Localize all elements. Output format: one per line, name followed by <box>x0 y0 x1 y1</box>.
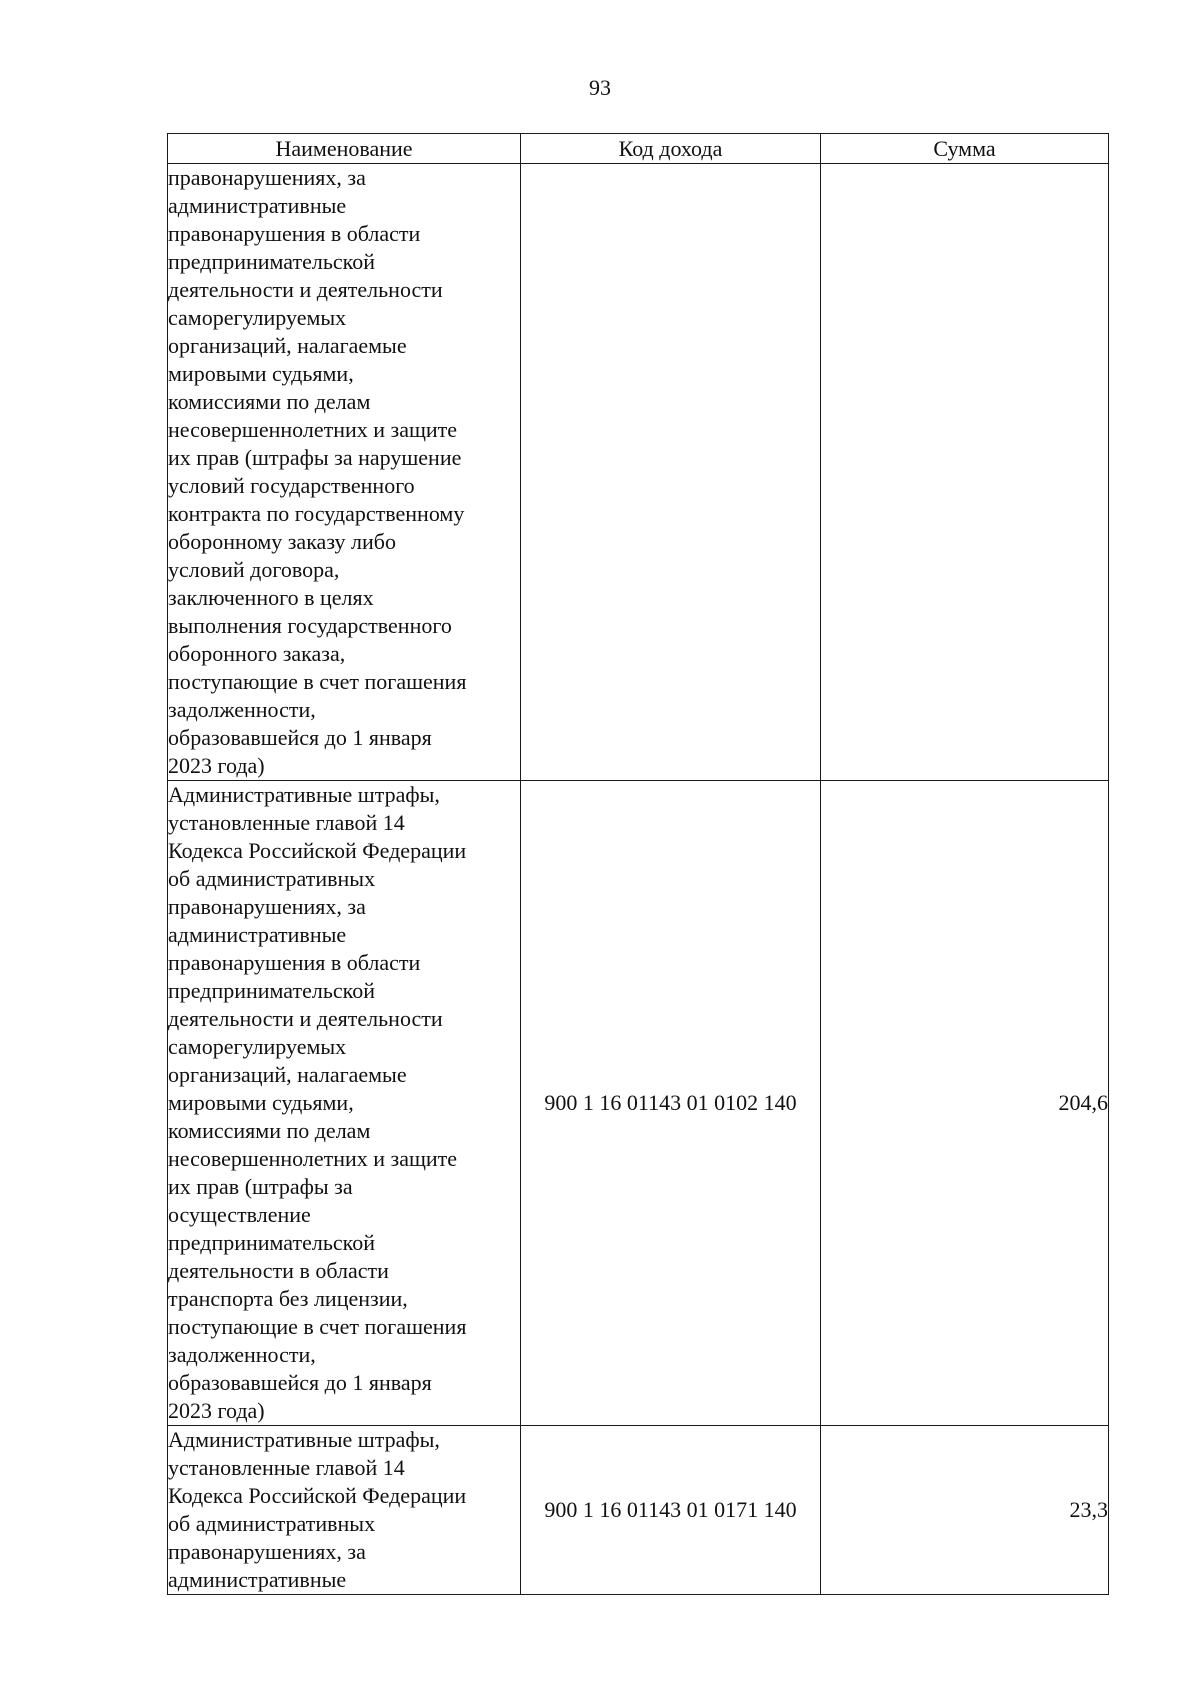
income-name-line: образовавшейся до 1 января <box>168 1370 432 1395</box>
income-name-line: образовавшейся до 1 января <box>168 725 432 750</box>
page-number: 93 <box>589 75 611 100</box>
header-name: Наименование <box>168 134 521 164</box>
income-name-line: предпринимательской <box>168 978 376 1003</box>
income-code-cell <box>521 164 821 781</box>
income-name-line: административные <box>168 1567 347 1592</box>
income-name-cell <box>168 1426 521 1595</box>
income-name-line: Административные штрафы, <box>168 782 440 807</box>
income-name-line: контракта по государственному <box>168 501 465 526</box>
income-name-line: условий государственного <box>168 473 415 498</box>
table-row <box>168 781 1109 1426</box>
table-header-row <box>168 134 1109 164</box>
income-name-line: правонарушения в области <box>168 221 421 246</box>
income-name-line: правонарушениях, за <box>168 1539 366 1564</box>
income-name-line: саморегулируемых <box>168 305 347 330</box>
income-name-line: заключенного в целях <box>168 585 374 610</box>
income-name-line: оборонному заказу либо <box>168 529 396 554</box>
income-name-cell <box>168 164 521 781</box>
income-name-line: предпринимательской <box>168 1230 376 1255</box>
header-code: Код дохода <box>521 134 821 164</box>
income-name-line: Кодекса Российской Федерации <box>168 1483 467 1508</box>
income-name-line: мировыми судьями, <box>168 1090 354 1115</box>
income-name-line: несовершеннолетних и защите <box>168 1146 458 1171</box>
income-sum-cell: 23,3 <box>821 1426 1109 1595</box>
income-name-line: комиссиями по делам <box>168 389 371 414</box>
income-code-cell: 900 1 16 01143 01 0171 140 <box>521 1426 821 1595</box>
table-row <box>168 1426 1109 1595</box>
income-name-line: организаций, налагаемые <box>168 1062 407 1087</box>
income-name-line: об административных <box>168 866 376 891</box>
income-table <box>167 133 1109 1595</box>
income-name-line: 2023 года) <box>168 1398 265 1423</box>
income-name-line: административные <box>168 193 347 218</box>
income-name-line: условий договора, <box>168 557 340 582</box>
income-name-line: поступающие в счет погашения <box>168 669 467 694</box>
income-name-line: правонарушения в области <box>168 950 421 975</box>
income-name-line: организаций, налагаемые <box>168 333 407 358</box>
income-name-line: деятельности в области <box>168 1258 389 1283</box>
income-name-line: установленные главой 14 <box>168 810 405 835</box>
income-name-line: административные <box>168 922 347 947</box>
header-sum: Сумма <box>821 134 1109 164</box>
income-name-line: комиссиями по делам <box>168 1118 371 1143</box>
income-name-line: установленные главой 14 <box>168 1455 405 1480</box>
income-name-line: 2023 года) <box>168 753 265 778</box>
income-name-line: транспорта без лицензии, <box>168 1286 408 1311</box>
income-name-line: предпринимательской <box>168 249 376 274</box>
table-body <box>168 164 1109 1595</box>
income-name-line: правонарушениях, за <box>168 894 366 919</box>
income-name-line: поступающие в счет погашения <box>168 1314 467 1339</box>
income-name-line: об административных <box>168 1511 376 1536</box>
income-name-line: деятельности и деятельности <box>168 1006 443 1031</box>
income-sum-cell <box>821 164 1109 781</box>
income-name-line: осуществление <box>168 1202 311 1227</box>
income-name-line: их прав (штрафы за нарушение <box>168 445 462 470</box>
income-name-line: несовершеннолетних и защите <box>168 417 458 442</box>
income-code-cell: 900 1 16 01143 01 0102 140 <box>521 781 821 1426</box>
income-name-line: деятельности и деятельности <box>168 277 443 302</box>
income-name-line: выполнения государственного <box>168 613 452 638</box>
income-name-cell <box>168 781 521 1426</box>
income-name-line: саморегулируемых <box>168 1034 347 1059</box>
income-name-line: Кодекса Российской Федерации <box>168 838 467 863</box>
income-name-line: правонарушениях, за <box>168 165 366 190</box>
income-sum-cell: 204,6 <box>821 781 1109 1426</box>
income-name-line: их прав (штрафы за <box>168 1174 353 1199</box>
income-name-line: задолженности, <box>168 1342 316 1367</box>
income-name-line: оборонного заказа, <box>168 641 346 666</box>
income-name-line: Административные штрафы, <box>168 1427 440 1452</box>
table-row <box>168 164 1109 781</box>
income-name-line: мировыми судьями, <box>168 361 354 386</box>
income-name-line: задолженности, <box>168 697 316 722</box>
